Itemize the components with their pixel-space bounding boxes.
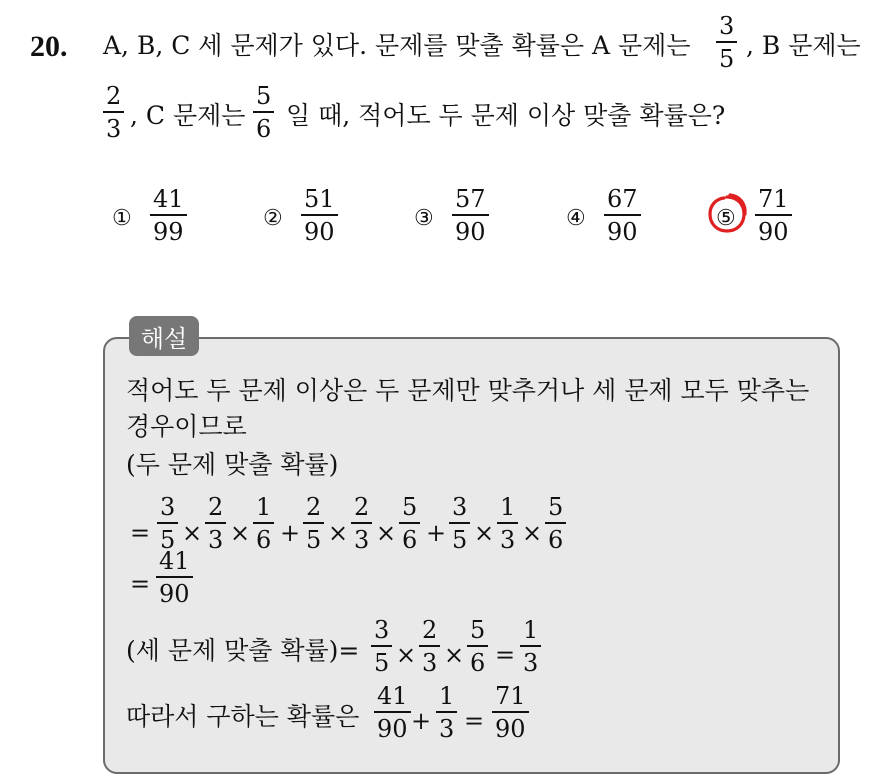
question-number: 20. (30, 30, 68, 63)
times-sign: × (328, 519, 349, 547)
choice-1-fraction[interactable] (150, 187, 187, 244)
term-2-b (351, 495, 372, 552)
choice-3-mark[interactable]: ③ (414, 206, 434, 231)
frac-den: 5 (452, 525, 468, 554)
question-text-b: , B 문제는 (746, 31, 861, 60)
frac-den: 3 (500, 525, 516, 554)
frac-den: 3 (354, 525, 370, 554)
times-sign: × (396, 641, 417, 669)
fraction-b-den: 3 (106, 114, 122, 143)
choice-5-den: 90 (758, 217, 789, 246)
fraction-a-den: 5 (719, 44, 735, 73)
choice-1-mark[interactable]: ① (112, 206, 132, 231)
term-1-a (157, 495, 178, 552)
frac-den: 3 (208, 525, 224, 554)
frac-num: 2 (306, 493, 322, 521)
two-result-fraction (156, 549, 193, 606)
frac-num: 2 (208, 493, 224, 521)
times-sign: × (182, 519, 203, 547)
solution-line6-label: 따라서 구하는 확률은 (126, 702, 360, 731)
three-term-b (419, 618, 440, 675)
final-term-a (374, 684, 411, 741)
equals-sign: = (464, 707, 485, 735)
times-sign: × (522, 519, 543, 547)
frac-num: 3 (160, 493, 176, 521)
choice-4-den: 90 (607, 217, 638, 246)
fraction-a (716, 14, 737, 71)
frac-num: 5 (548, 493, 564, 521)
choice-3-den: 90 (455, 217, 486, 246)
frac-num: 41 (159, 547, 190, 575)
frac-den: 90 (159, 579, 190, 608)
frac-num: 1 (500, 493, 516, 521)
fraction-b (103, 84, 124, 141)
solution-line3: (두 문제 맞출 확률) (126, 450, 339, 479)
frac-den: 6 (402, 525, 418, 554)
final-result-fraction (492, 684, 529, 741)
solution-tag: 해설 (129, 316, 199, 356)
frac-den: 5 (306, 525, 322, 554)
three-term-a (371, 618, 392, 675)
frac-num: 71 (495, 682, 526, 710)
frac-num: 1 (523, 616, 539, 644)
frac-num: 3 (452, 493, 468, 521)
frac-den: 6 (470, 648, 486, 677)
three-result-fraction (520, 618, 541, 675)
choice-5-fraction[interactable] (755, 187, 792, 244)
choice-2-den: 90 (304, 217, 335, 246)
choice-4-num: 67 (607, 185, 638, 213)
frac-den: 5 (160, 525, 176, 554)
frac-num: 5 (402, 493, 418, 521)
times-sign: × (474, 519, 495, 547)
frac-num: 1 (256, 493, 272, 521)
choice-2-fraction[interactable] (301, 187, 338, 244)
term-2-a (303, 495, 324, 552)
fraction-c-num: 5 (256, 82, 272, 110)
term-1-c (253, 495, 274, 552)
fraction-b-num: 2 (106, 82, 122, 110)
times-sign: × (230, 519, 251, 547)
choice-4-fraction[interactable] (604, 187, 641, 244)
frac-num: 3 (374, 616, 390, 644)
question-text-c: , C 문제는 (130, 101, 246, 130)
term-3-b (497, 495, 518, 552)
solution-line1: 적어도 두 문제 이상은 두 문제만 맞추거나 세 문제 모두 맞추는 (126, 376, 810, 405)
equals-sign: = (495, 641, 516, 669)
choice-2-num: 51 (304, 185, 335, 213)
choice-3-fraction[interactable] (452, 187, 489, 244)
term-1-b (205, 495, 226, 552)
plus-sign: + (411, 707, 432, 735)
frac-den: 6 (256, 525, 272, 554)
equals-sign: = (130, 570, 151, 598)
choice-5-num: 71 (758, 185, 789, 213)
term-2-c (399, 495, 420, 552)
choice-5-mark[interactable]: ⑤ (716, 206, 736, 231)
choice-3-num: 57 (455, 185, 486, 213)
frac-den: 3 (523, 648, 539, 677)
choice-1-num: 41 (153, 185, 184, 213)
plus-sign: + (280, 519, 301, 547)
question-text-line1: A, B, C 세 문제가 있다. 문제를 맞출 확률은 A 문제는 (103, 31, 691, 60)
choice-4-mark[interactable]: ④ (566, 206, 586, 231)
frac-den: 90 (495, 714, 526, 743)
term-3-a (449, 495, 470, 552)
fraction-c (253, 84, 274, 141)
frac-den: 3 (422, 648, 438, 677)
choice-1-den: 99 (153, 217, 184, 246)
plus-sign: + (426, 519, 447, 547)
frac-num: 5 (470, 616, 486, 644)
fraction-c-den: 6 (256, 114, 272, 143)
times-sign: × (444, 641, 465, 669)
fraction-a-num: 3 (719, 12, 735, 40)
frac-num: 2 (422, 616, 438, 644)
question-text-line2: 일 때, 적어도 두 문제 이상 맞출 확률은? (286, 101, 726, 130)
frac-num: 2 (354, 493, 370, 521)
frac-den: 3 (439, 714, 455, 743)
choice-2-mark[interactable]: ② (263, 206, 283, 231)
frac-den: 90 (377, 714, 408, 743)
solution-line2: 경우이므로 (126, 412, 247, 441)
term-3-c (545, 495, 566, 552)
final-term-b (436, 684, 457, 741)
times-sign: × (376, 519, 397, 547)
equals-sign: = (130, 519, 151, 547)
three-term-c (467, 618, 488, 675)
frac-den: 6 (548, 525, 564, 554)
frac-num: 1 (439, 682, 455, 710)
frac-num: 41 (377, 682, 408, 710)
solution-line5-label: (세 문제 맞출 확률)= (126, 636, 360, 665)
frac-den: 5 (374, 648, 390, 677)
